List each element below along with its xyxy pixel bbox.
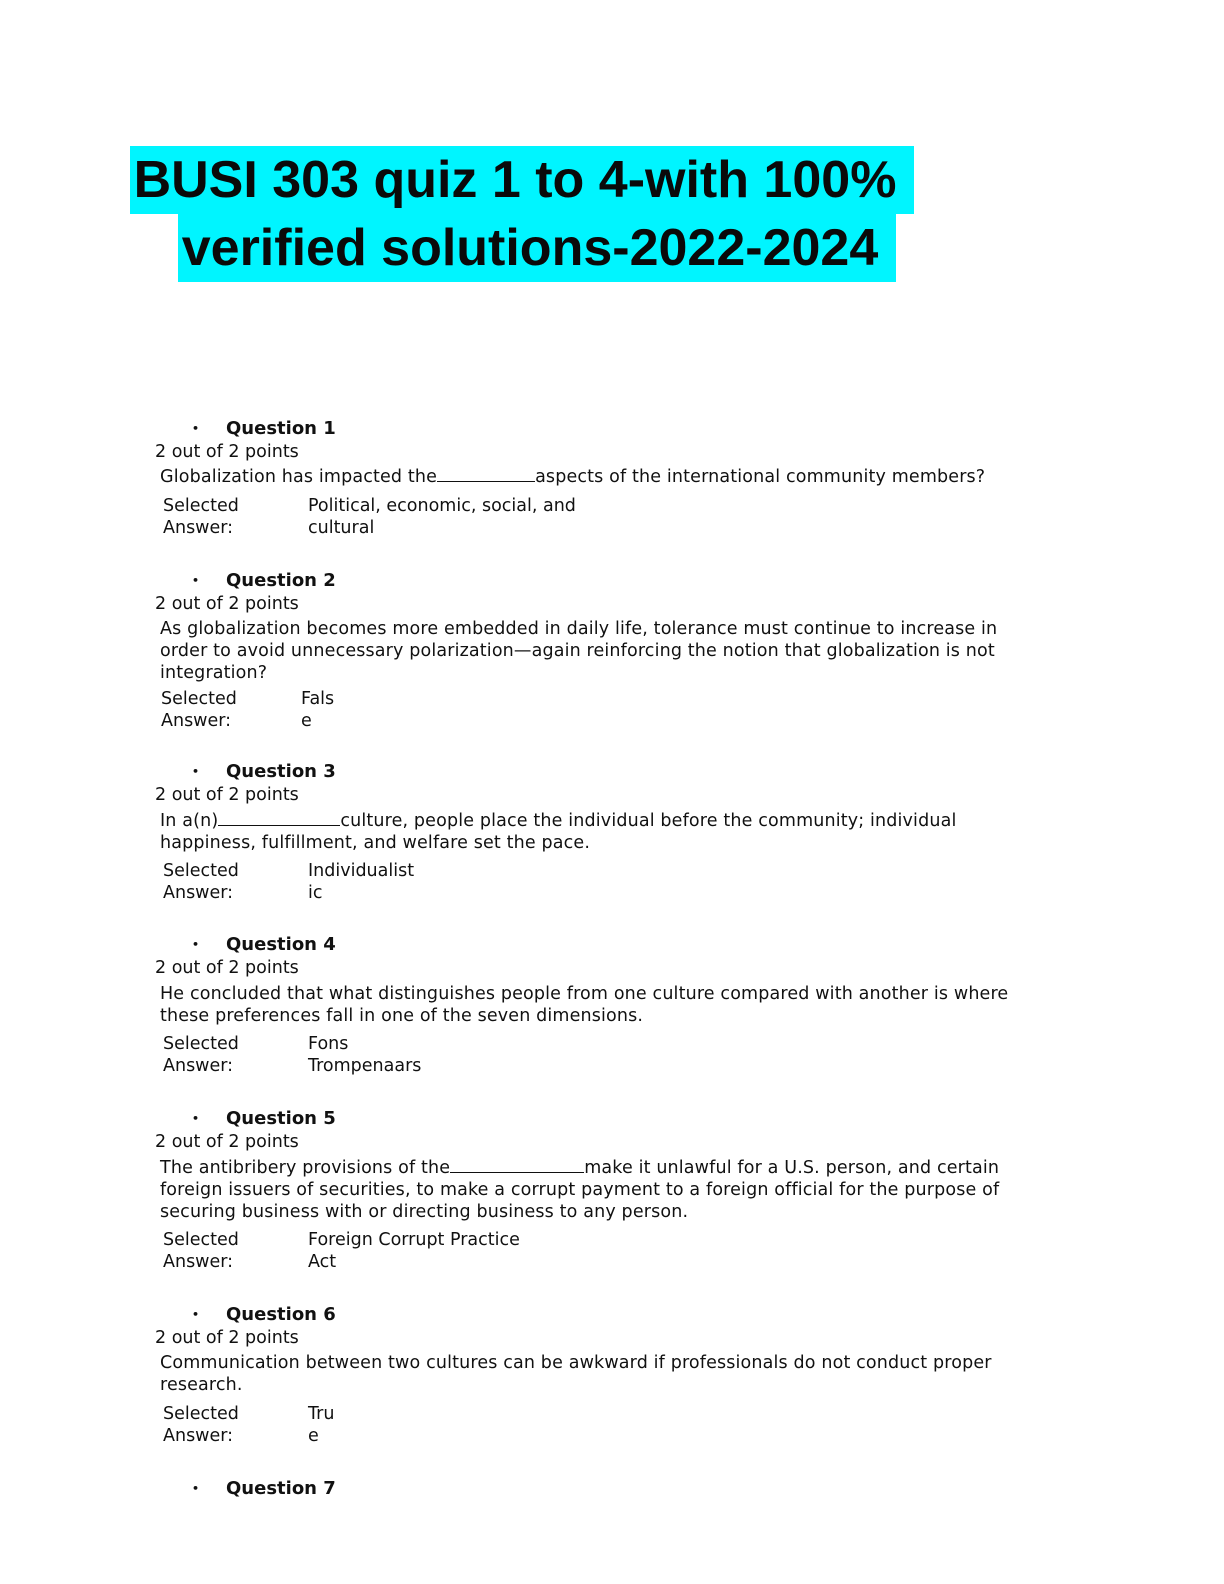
page-title-line-2: verified solutions-2022-2024 [178,214,897,282]
question-title: Question 2 [226,570,336,591]
question-title: Question 7 [226,1478,336,1499]
question-heading [190,934,336,956]
question-text: The antibribery provisions of the make it unlawful for a U.S. person, and certain foreign issuers of securities, to make a corrupt payment to a foreign official for the purpose of securing business with or directing business to any person. [160,1158,1000,1222]
question-title: Question 5 [226,1108,336,1129]
selected-answer-label: Selected Answer: [161,689,237,731]
question-heading [190,418,336,440]
question-title: Question 1 [226,418,336,439]
question-points: 2 out of 2 points [155,785,299,805]
question-heading [190,1108,336,1130]
selected-answer-value: Fons Trompenaars [308,1034,422,1076]
question-text: As globalization becomes more embedded in daily life, tolerance must continue to increase in order to avoid unnecessary polarization—again reinforcing the notion that globalization is not integration? [160,619,998,683]
question-points: 2 out of 2 points [155,1328,299,1348]
selected-answer-value: Political, economic, social, and cultural [308,496,576,538]
selected-answer-label: Selected Answer: [163,496,239,538]
question-points: 2 out of 2 points [155,594,299,614]
selected-answer-label: Selected Answer: [163,861,239,903]
question-heading [190,1304,336,1326]
answer-blank [218,810,340,826]
answer-blank [437,466,535,482]
question-heading [190,570,336,592]
question-title: Question 4 [226,934,336,955]
selected-answer-label: Selected Answer: [163,1230,239,1272]
page-title-line-1: BUSI 303 quiz 1 to 4-with 100% [130,146,915,214]
answer-blank [450,1157,584,1173]
question-text: Globalization has impacted the aspects of the international community members? [160,467,986,487]
question-text: In a(n) culture, people place the individual before the community; individual happiness, fulfillment, and welfare set the pace. [160,811,957,853]
bullet-icon: • [192,574,200,587]
question-text: He concluded that what distinguishes people from one culture compared with another is where these preferences fall in one of the seven dimensions. [160,984,1009,1026]
bullet-icon: • [192,765,200,778]
selected-answer-value: Foreign Corrupt Practice Act [308,1230,520,1272]
selected-answer-value: Fals e [301,689,335,731]
question-heading [190,1478,336,1500]
bullet-icon: • [192,1308,200,1321]
title-block [0,146,1224,282]
bullet-icon: • [192,1112,200,1125]
bullet-icon: • [192,1482,200,1495]
selected-answer-value: Individualist ic [308,861,415,903]
question-points: 2 out of 2 points [155,958,299,978]
question-text: Communication between two cultures can be awkward if professionals do not conduct proper research. [160,1353,992,1395]
selected-answer-value: Tru e [308,1404,335,1446]
bullet-icon: • [192,938,200,951]
question-title: Question 3 [226,761,336,782]
question-points: 2 out of 2 points [155,1132,299,1152]
question-title: Question 6 [226,1304,336,1325]
question-points: 2 out of 2 points [155,442,299,462]
bullet-icon: • [192,422,200,435]
question-heading [190,761,336,783]
selected-answer-label: Selected Answer: [163,1034,239,1076]
selected-answer-label: Selected Answer: [163,1404,239,1446]
